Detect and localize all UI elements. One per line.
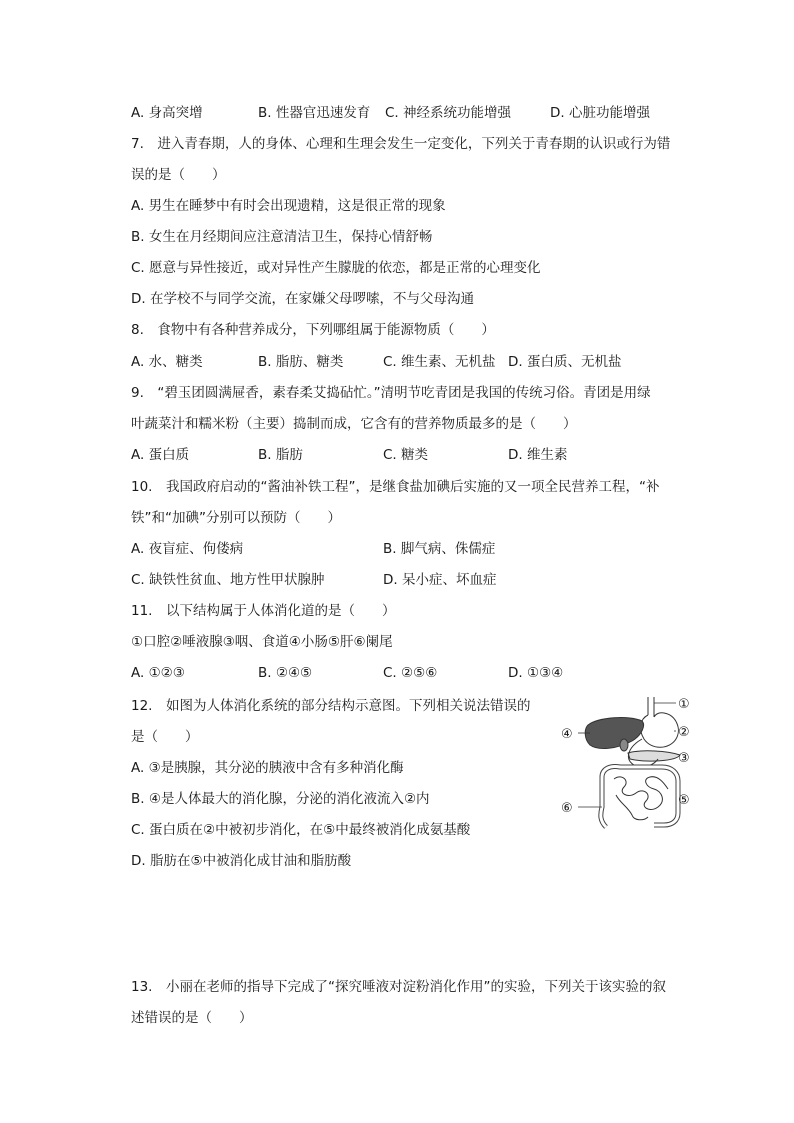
q7-option-a: A. 男生在睡梦中有时会出现遗精，这是很正常的现象 [131,198,446,214]
q11-option-b: B. ②④⑤ [258,665,313,681]
q12-option-c: C. 蛋白质在②中被初步消化，在⑤中最终被消化成氨基酸 [131,822,471,838]
small-intestine-coils [614,777,668,820]
q12-stem-line2: 是（ ） [131,729,199,745]
q8-option-b: B. 脂肪、糖类 [258,354,344,370]
q6-option-a: A. 身高突增 [131,105,203,121]
q10-option-c: C. 缺铁性贫血、地方性甲状腺肿 [131,572,325,588]
q6-option-d: D. 心脏功能增强 [550,105,650,121]
figure-label-2: ② [678,725,690,740]
q7-option-c: C. 愿意与异性接近，或对异性产生朦胧的依恋，都是正常的心理变化 [131,260,541,276]
large-intestine-outline [601,766,678,827]
q6-option-c: C. 神经系统功能增强 [385,105,512,121]
q11-structure-list: ①口腔②唾液腺③咽、食道④小肠⑤肝⑥阑尾 [131,634,393,650]
esophagus-outline [648,697,654,717]
figure-label-1: ① [678,697,690,712]
q9-option-d: D. 维生素 [508,447,568,463]
q7-option-b: B. 女生在月经期间应注意清洁卫生，保持心情舒畅 [131,229,433,245]
q7-stem-line1: 7. 进入青春期，人的身体、心理和生理会发生一定变化，下列关于青春期的认识或行为错 [131,136,671,152]
digestive-system-diagram [558,695,718,830]
q12-stem-line1: 12. 如图为人体消化系统的部分结构示意图。下列相关说法错误的 [131,698,531,714]
q7-option-d: D. 在学校不与同学交流，在家嫌父母啰嗦，不与父母沟通 [131,291,474,307]
q7-stem-line2: 误的是（ ） [131,167,226,183]
q10-stem-line2: 铁”和“加碘”分别可以预防（ ） [131,510,341,526]
q10-option-b: B. 脚气病、侏儒症 [383,541,496,557]
q12-option-d: D. 脂肪在⑤中被消化成甘油和脂肪酸 [131,853,352,869]
stomach-outline [641,713,679,747]
q9-stem-line2: 叶蔬菜汁和糯米粉（主要）捣制而成，它含有的营养物质最多的是（ ） [131,416,577,432]
q11-stem: 11. 以下结构属于人体消化道的是（ ） [131,603,396,619]
q11-option-a: A. ①②③ [131,665,185,681]
q13-stem-line1: 13. 小丽在老师的指导下完成了“探究唾液对淀粉消化作用”的实验，下列关于该实验的叙 [131,979,666,995]
figure-label-5: ⑤ [678,793,690,808]
q9-option-a: A. 蛋白质 [131,447,190,463]
gallbladder-shape [620,739,628,751]
q11-option-c: C. ②⑤⑥ [383,665,438,681]
q12-option-b: B. ④是人体最大的消化腺，分泌的消化液流入②内 [131,791,430,807]
q9-option-b: B. 脂肪 [258,447,303,463]
figure-label-3: ③ [678,751,690,766]
q6-option-b: B. 性器官迅速发育 [258,105,371,121]
q11-option-d: D. ①③④ [508,665,564,681]
q8-option-d: D. 蛋白质、无机盐 [508,354,622,370]
figure-label-4: ④ [561,727,573,742]
q10-option-d: D. 呆小症、坏血症 [383,572,497,588]
q8-stem: 8. 食物中有各种营养成分，下列哪组属于能源物质（ ） [131,322,495,338]
q8-option-c: C. 维生素、无机盐 [383,354,496,370]
q9-option-c: C. 糖类 [383,447,429,463]
pancreas-shape [628,751,680,761]
q13-stem-line2: 述错误的是（ ） [131,1010,253,1026]
q10-stem-line1: 10. 我国政府启动的“酱油补铁工程”，是继食盐加碘后实施的又一项全民营养工程，“补 [131,479,660,495]
q9-stem-line1: 9. “碧玉团圆满屉香，素春柔艾捣砧忙。”清明节吃青团是我国的传统习俗。青团是用绿 [131,385,651,401]
figure-label-6: ⑥ [561,801,573,816]
q12-option-a: A. ③是胰腺，其分泌的胰液中含有多种消化酶 [131,760,404,776]
q8-option-a: A. 水、糖类 [131,354,203,370]
q10-option-a: A. 夜盲症、佝偻病 [131,541,244,557]
